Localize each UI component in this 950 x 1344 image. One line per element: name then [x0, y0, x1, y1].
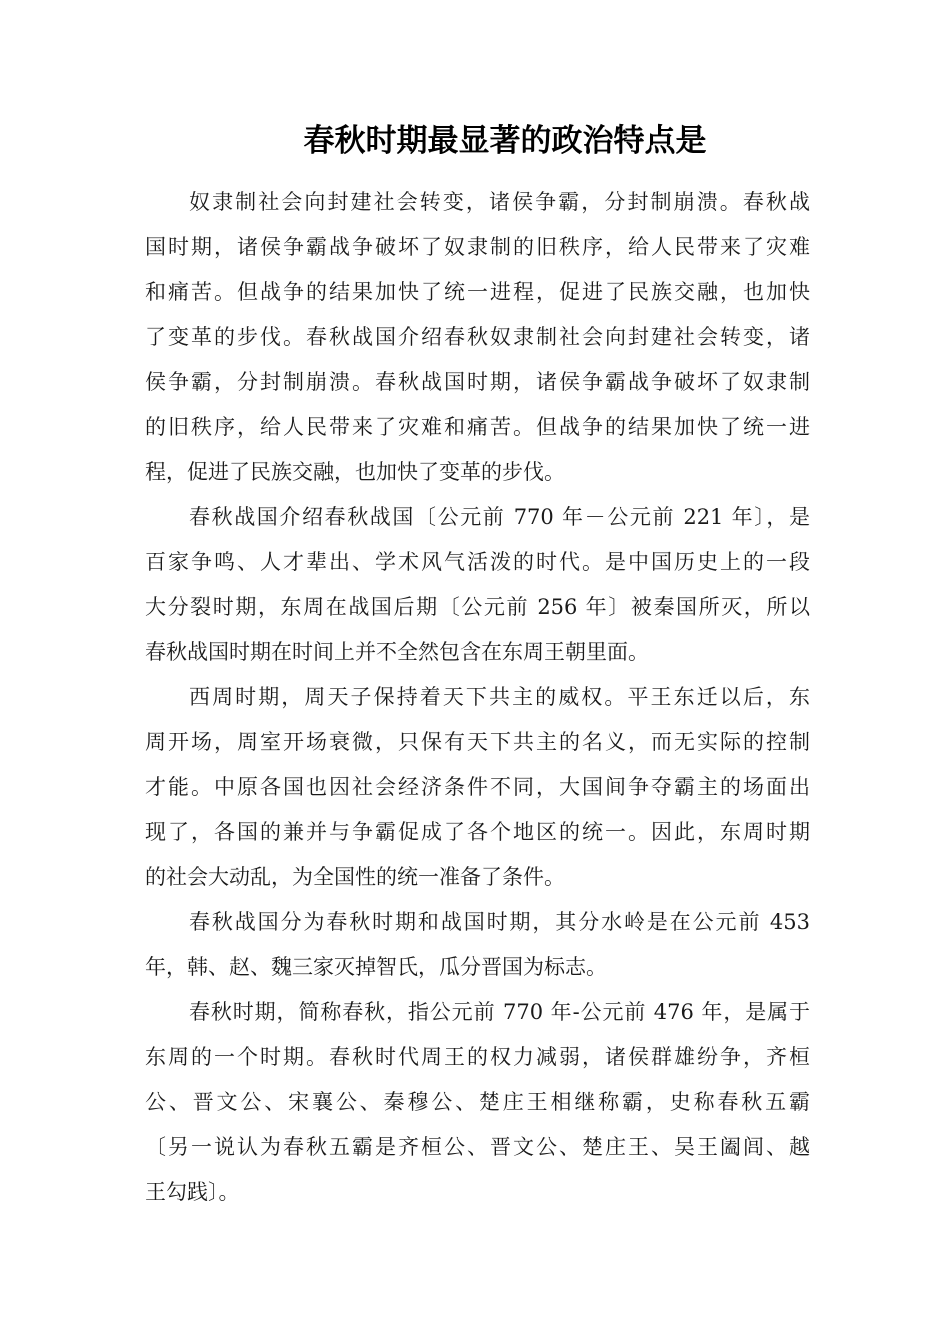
text-line: 现了，各国的兼并与争霸促成了各个地区的统一。因此，东周时期 — [145, 820, 810, 844]
text-line: 和痛苦。但战争的结果加快了统一进程，促进了民族交融，也加快 — [145, 280, 810, 304]
text-line: 了变革的步伐。春秋战国介绍春秋奴隶制社会向封建社会转变，诸 — [145, 325, 810, 349]
text-line: 西周时期，周天子保持着天下共主的威权。平王东迁以后，东 — [189, 685, 810, 709]
paragraph-5 — [145, 990, 810, 1215]
paragraph-1 — [145, 180, 810, 495]
text-line: 国时期，诸侯争霸战争破坏了奴隶制的旧秩序，给人民带来了灾难 — [145, 235, 810, 259]
text-line: 周开场，周室开场衰微，只保有天下共主的名义，而无实际的控制 — [145, 730, 810, 754]
text-line: 大分裂时期，东周在战国后期〔公元前 256 年〕被秦国所灭，所以 — [145, 595, 810, 619]
text-line: 的旧秩序，给人民带来了灾难和痛苦。但战争的结果加快了统一进 — [145, 415, 810, 439]
text-line: 春秋战国介绍春秋战国〔公元前 770 年－公元前 221 年〕，是 — [189, 505, 810, 529]
document-title: 春秋时期最显著的政治特点是 — [303, 123, 707, 159]
text-line: 春秋时期，简称春秋，指公元前 770 年-公元前 476 年，是属于 — [189, 1000, 810, 1024]
text-line: 年，韩、赵、魏三家灭掉智氏，瓜分晋国为标志。 — [145, 955, 607, 979]
paragraph-3 — [145, 675, 810, 900]
paragraph-4 — [145, 900, 810, 990]
text-line: 东周的一个时期。春秋时代周王的权力减弱，诸侯群雄纷争，齐桓 — [145, 1045, 810, 1069]
text-line: 侯争霸，分封制崩溃。春秋战国时期，诸侯争霸战争破坏了奴隶制 — [145, 370, 810, 394]
text-line: 奴隶制社会向封建社会转变，诸侯争霸，分封制崩溃。春秋战 — [189, 190, 810, 214]
text-line: 程，促进了民族交融，也加快了变革的步伐。 — [145, 460, 565, 484]
text-line: 才能。中原各国也因社会经济条件不同，大国间争夺霸主的场面出 — [145, 775, 810, 799]
document-body — [145, 180, 810, 1215]
text-line: 王勾践〕。 — [145, 1180, 240, 1204]
text-line: 的社会大动乱，为全国性的统一准备了条件。 — [145, 865, 565, 889]
text-line: 春秋战国分为春秋时期和战国时期，其分水岭是在公元前 453 — [189, 910, 810, 934]
text-line: 公、晋文公、宋襄公、秦穆公、楚庄王相继称霸，史称春秋五霸 — [145, 1090, 810, 1114]
text-line: 百家争鸣、人才辈出、学术风气活泼的时代。是中国历史上的一段 — [145, 550, 810, 574]
paragraph-2 — [145, 495, 810, 675]
text-line: 〔另一说认为春秋五霸是齐桓公、晋文公、楚庄王、吴王阖闾、越 — [145, 1135, 810, 1159]
text-line: 春秋战国时期在时间上并不全然包含在东周王朝里面。 — [145, 640, 649, 664]
